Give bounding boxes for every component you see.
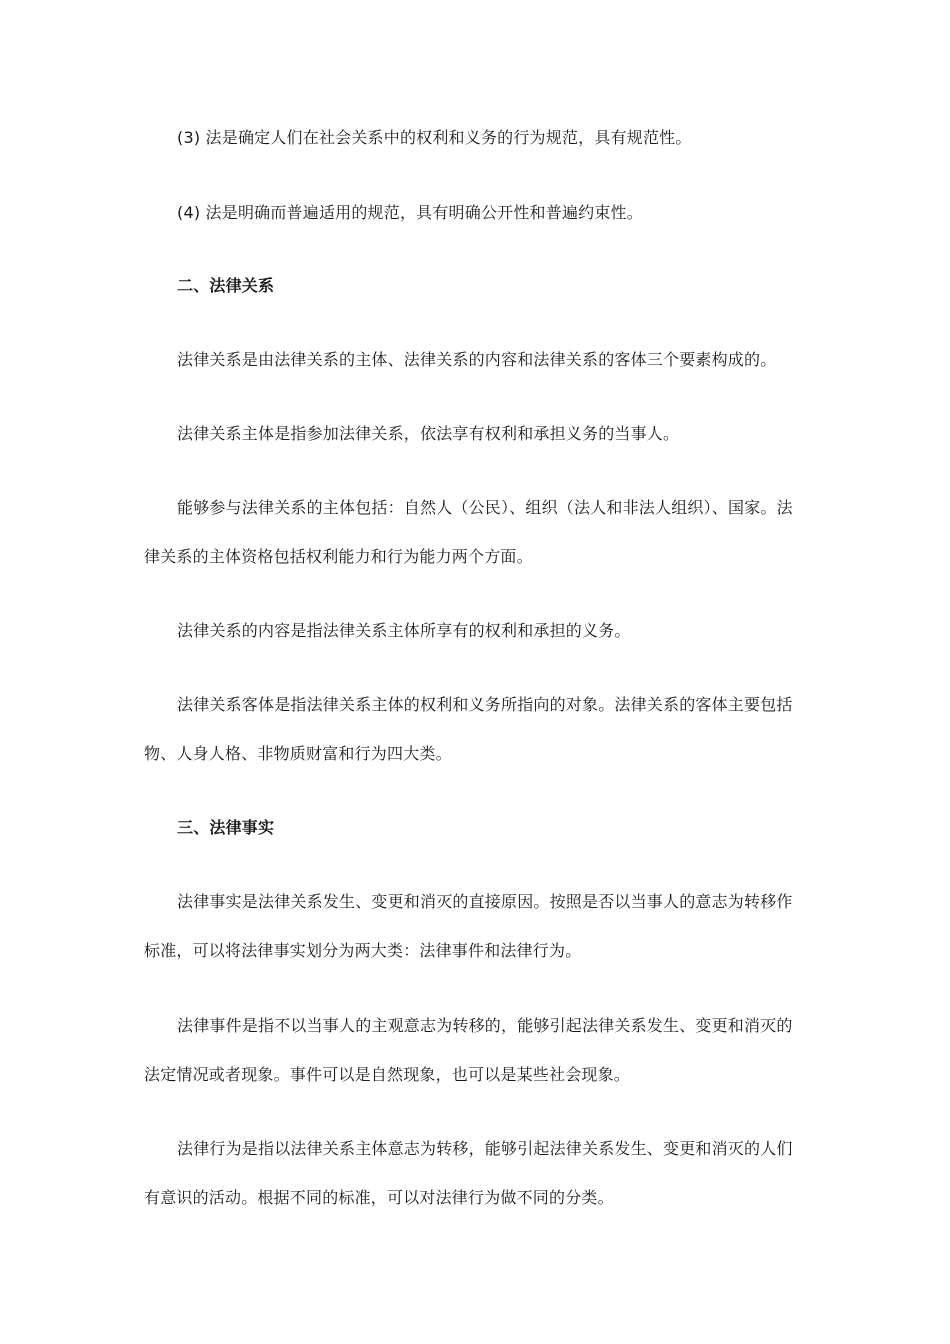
paragraph-legal-relations-subject: 法律关系主体是指参加法律关系，依法享有权利和承担义务的当事人。 xyxy=(177,424,680,443)
list-item-4: (4) 法是明确而普遍适用的规范，具有明确公开性和普遍约束性。 xyxy=(177,203,643,222)
section-heading-legal-facts: 三、法律事实 xyxy=(177,818,275,837)
paragraph-legal-events-line-2: 法定情况或者现象。事件可以是自然现象，也可以是某些社会现象。 xyxy=(144,1065,631,1084)
paragraph-legal-facts-line-1: 法律事实是法律关系发生、变更和消灭的直接原因。按照是否以当事人的意志为转移作 xyxy=(177,892,793,911)
list-item-3: (3) 法是确定人们在社会关系中的权利和义务的行为规范，具有规范性。 xyxy=(177,128,692,147)
paragraph-legal-acts-line-2: 有意识的活动。根据不同的标准，可以对法律行为做不同的分类。 xyxy=(144,1188,614,1207)
paragraph-legal-events-line-1: 法律事件是指不以当事人的主观意志为转移的，能够引起法律关系发生、变更和消灭的 xyxy=(177,1016,793,1035)
paragraph-legal-acts-line-1: 法律行为是指以法律关系主体意志为转移，能够引起法律关系发生、变更和消灭的人们 xyxy=(177,1139,793,1158)
section-heading-legal-relations: 二、法律关系 xyxy=(177,276,275,295)
paragraph-object-line-2: 物、人身人格、非物质财富和行为四大类。 xyxy=(144,744,452,763)
paragraph-legal-relations-content: 法律关系的内容是指法律关系主体所享有的权利和承担的义务。 xyxy=(177,621,631,640)
paragraph-legal-facts-line-2: 标准，可以将法律事实划分为两大类：法律事件和法律行为。 xyxy=(144,941,582,960)
paragraph-legal-relations-elements: 法律关系是由法律关系的主体、法律关系的内容和法律关系的客体三个要素构成的。 xyxy=(177,350,777,369)
paragraph-object-line-1: 法律关系客体是指法律关系主体的权利和义务所指向的对象。法律关系的客体主要包括 xyxy=(177,695,793,714)
paragraph-subjects-line-1: 能够参与法律关系的主体包括：自然人（公民）、组织（法人和非法人组织）、国家。法 xyxy=(177,498,793,517)
paragraph-subjects-line-2: 律关系的主体资格包括权利能力和行为能力两个方面。 xyxy=(144,547,533,566)
